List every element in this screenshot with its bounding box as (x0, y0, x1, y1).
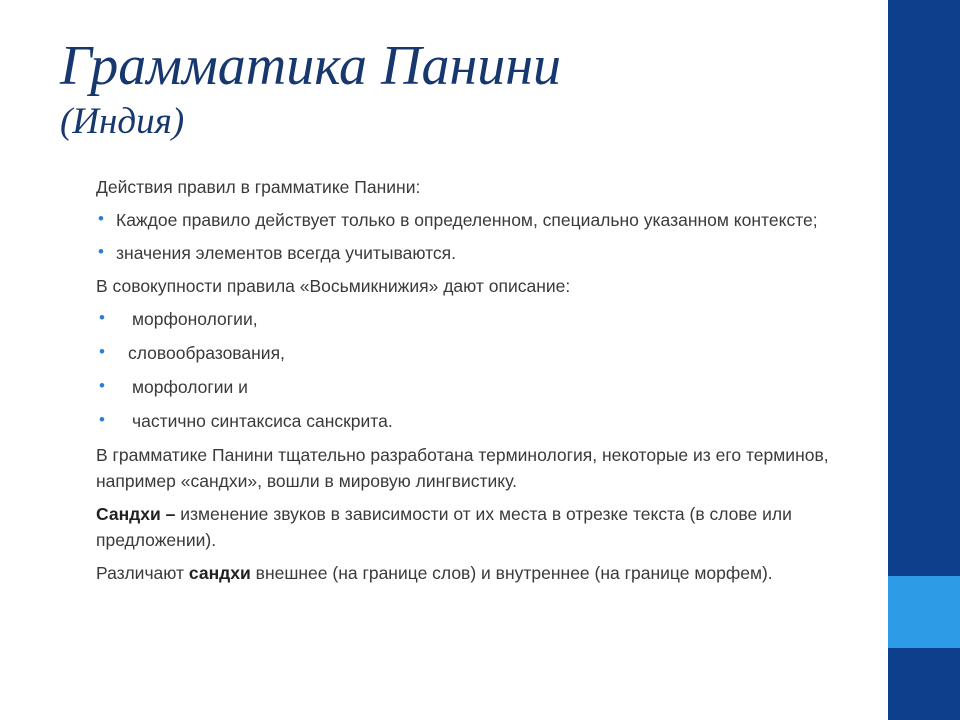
bullet-icon: • (99, 342, 105, 361)
bullet-item (96, 374, 836, 400)
sandhi-definition-text: изменение звуков в зависимости от их места в отрезке текста (в слове или предложении). (96, 504, 792, 550)
bullet-item (96, 207, 836, 233)
sandhi-term-inline: сандхи (188, 563, 251, 583)
bullet-text: словообразования, (128, 343, 285, 363)
bullet-icon: • (99, 376, 105, 395)
bullet-icon: • (98, 242, 104, 261)
paragraph-rules-actions: Действия правил в грамматике Панини: (96, 177, 421, 197)
bullet-item (96, 306, 836, 332)
bullet-text: морфологии и (132, 377, 248, 397)
bullet-text: частично синтаксиса санскрита. (132, 411, 393, 431)
title-main: Грамматика Панини (60, 35, 562, 97)
bullet-item (96, 240, 836, 266)
paragraph-description: В совокупности правила «Восьмикнижия» дают описание: (96, 276, 571, 296)
title-subtitle: (Индия) (60, 101, 185, 143)
bullet-icon: • (98, 209, 104, 228)
bullet-icon: • (99, 308, 105, 327)
slide-body (96, 174, 836, 593)
sandhi-term: Сандхи – (96, 504, 176, 524)
slide-title (60, 36, 860, 142)
paragraph-terminology: В грамматике Панини тщательно разработана терминология, некоторые из его терминов, например «сандхи», вошли в мировую лингвистику. (96, 445, 829, 491)
bullet-text: морфонологии, (132, 309, 258, 329)
sandhi-types-end: внешнее (на границе слов) и внутреннее (на границе морфем). (250, 563, 773, 583)
bullet-item (96, 340, 836, 366)
bullet-text: значения элементов всегда учитываются. (116, 243, 456, 263)
bullet-icon: • (99, 410, 105, 429)
bullet-text: Каждое правило действует только в определенном, специально указанном контексте; (116, 210, 818, 230)
bullet-item (96, 408, 836, 434)
sidebar-accent-block (888, 576, 960, 648)
paragraph-sandhi-definition (96, 501, 836, 553)
sandhi-types-start: Различают (96, 563, 189, 583)
paragraph-sandhi-types (96, 560, 836, 586)
